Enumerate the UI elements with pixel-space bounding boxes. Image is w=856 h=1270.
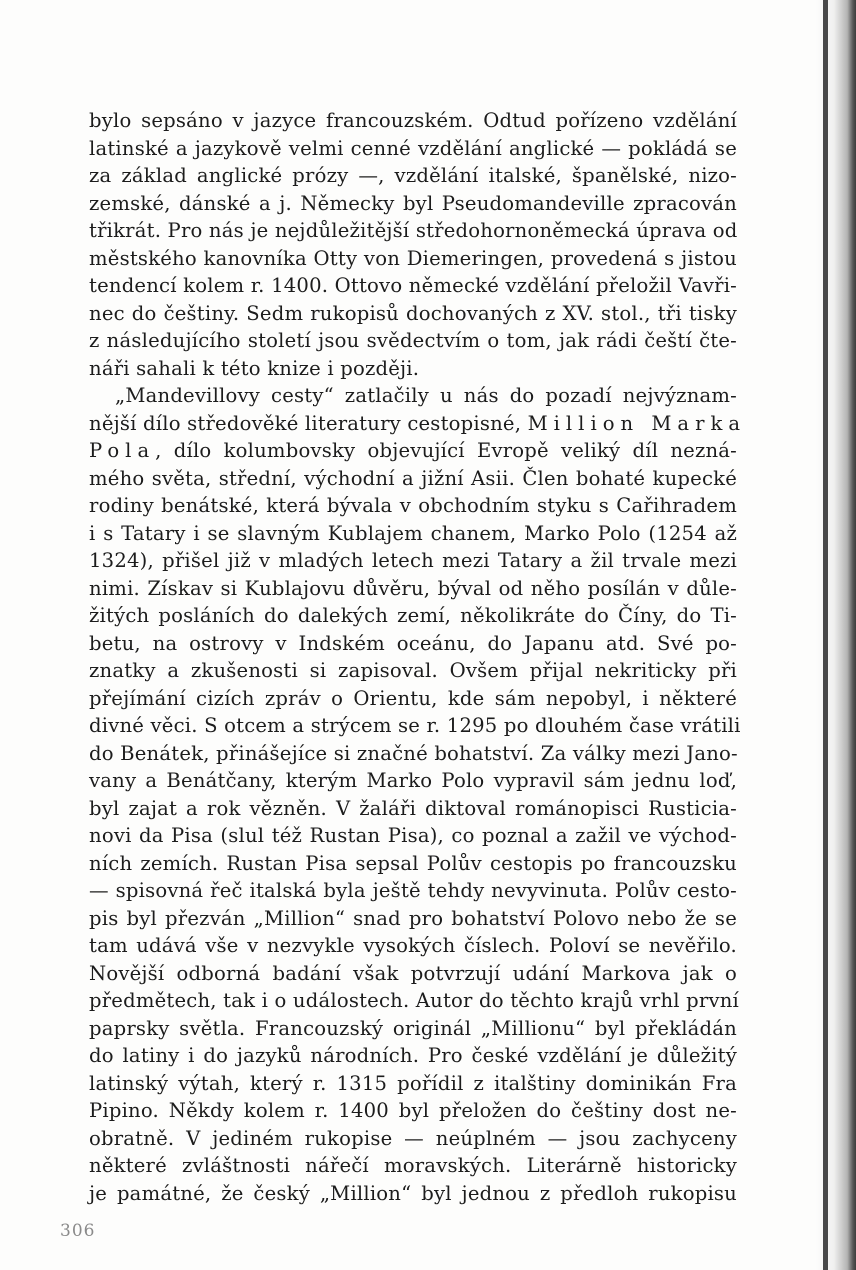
- text-line: zemské, dánské a j. Německy byl Pseudomandeville zpracován: [89, 191, 737, 215]
- text-line: 1324), přišel již v mladých letech mezi Tatary a žil trvale mezi: [89, 549, 737, 572]
- text-line: přejímání cizích zpráv o Orientu, kde sám nepobyl, i některé: [89, 686, 737, 710]
- binding-gutter-shadow: [816, 0, 856, 1270]
- text-line: Novější odborná badání však potvrzují udání Markova jak o: [89, 961, 737, 985]
- text-line: do latiny i do jazyků národních. Pro české vzdělání je důležitý: [89, 1044, 737, 1067]
- text-line: třikrát. Pro nás je nejdůležitější středohornoněmecká úprava od: [89, 219, 738, 242]
- text-line: divné věci. S otcem a strýcem se r. 1295 po dlouhém čase vrátili: [89, 714, 741, 737]
- text-line: pis byl přezván „Million“ snad pro bohatství Polovo nebo že se: [89, 906, 737, 930]
- text-line: mého světa, střední, východní a jižní Asii. Člen bohaté kupecké: [89, 466, 737, 490]
- text-line: i s Tatary i se slavným Kublajem chanem, Marko Polo (1254 až: [89, 521, 737, 545]
- text-line: žitých posláních do dalekých zemí, několikráte do Číny, do Ti-: [89, 604, 737, 627]
- text-line-with-spaced-title: [89, 410, 747, 438]
- text-line: novi da Pisa (slul též Rustan Pisa), co poznal a zažil ve východ-: [89, 824, 737, 847]
- text-line: — spisovná řeč italská byla ještě tehdy nevyvinuta. Polův cesto-: [89, 879, 737, 902]
- text-line: obratně. V jediném rukopise — neúplném — jsou zachyceny: [89, 1126, 737, 1150]
- text-line: Pipino. Někdy kolem r. 1400 byl přeložen do češtiny dost ne-: [89, 1099, 737, 1122]
- spaced-title-pola: Pola: [89, 439, 156, 462]
- text-line: vany a Benátčany, kterým Marko Polo vypravil sám jednu loď,: [89, 769, 737, 792]
- line-suffix: , dílo kolumbovsky objevující Evropě veliký díl nezná-: [155, 439, 737, 462]
- spaced-title-million-marka: Million Marka: [527, 411, 747, 435]
- line-prefix: nější dílo středověké literatury cestopisné,: [89, 411, 528, 435]
- text-line: tam udává vše v nezvykle vysokých číslech. Poloví se nevěřilo.: [89, 934, 737, 957]
- text-line: byl zajat a rok vězněn. V žaláři diktoval románopisci Rusticia-: [89, 796, 737, 820]
- text-line: bylo sepsáno v jazyce francouzském. Odtud pořízeno vzdělání: [89, 109, 737, 132]
- body-text: [89, 107, 747, 1207]
- binding-gutter-edge: [823, 0, 828, 1270]
- paragraph-start-line: „Mandevillovy cesty“ zatlačily u nás do pozadí nejvýznam-: [115, 384, 737, 407]
- text-line: znatky a zkušenosti si zapisoval. Ovšem přijal nekriticky při: [89, 659, 737, 682]
- text-line: paprsky světla. Francouzský originál „Millionu“ byl překládán: [89, 1016, 737, 1040]
- text-line: latinský výtah, který r. 1315 pořídil z italštiny dominikán Fra: [89, 1071, 737, 1095]
- text-line: náři sahali k této knize i později.: [89, 356, 420, 380]
- text-line: za základ anglické prózy —, vzdělání italské, španělské, nizo-: [89, 164, 737, 187]
- text-line: některé zvláštnosti nářečí moravských. Literárně historicky: [89, 1154, 737, 1177]
- text-line: tendencí kolem r. 1400. Ottovo německé vzdělání přeložil Vavři-: [89, 274, 737, 297]
- page-number: 306: [60, 1221, 96, 1241]
- text-line: nec do češtiny. Sedm rukopisů dochovaných z XV. stol., tři tisky: [89, 301, 737, 325]
- text-line-with-spaced-title: [89, 437, 737, 465]
- text-line: latinské a jazykově velmi cenné vzdělání anglické — pokládá se: [89, 136, 737, 160]
- text-line: do Benátek, přinášejíce si značné bohatství. Za války mezi Jano-: [89, 741, 738, 765]
- text-line: nimi. Získav si Kublajovu důvěru, býval od něho posílán v důle-: [89, 576, 737, 600]
- text-line: je památné, že český „Million“ byl jednou z předloh rukopisu: [89, 1181, 737, 1205]
- text-line: z následujícího století jsou svědectvím o tom, jak rádi čeští čte-: [89, 329, 737, 352]
- text-line: ních zemích. Rustan Pisa sepsal Polův cestopis po francouzsku: [89, 851, 737, 875]
- text-line: rodiny benátské, která bývala v obchodním styku s Cařihradem: [89, 494, 737, 517]
- text-line: betu, na ostrovy v Indském oceánu, do Japanu atd. Své po-: [89, 631, 737, 655]
- text-line: městského kanovníka Otty von Diemeringen, provedená s jistou: [89, 246, 737, 270]
- text-line: předmětech, tak i o událostech. Autor do těchto krajů vrhl první: [89, 989, 740, 1012]
